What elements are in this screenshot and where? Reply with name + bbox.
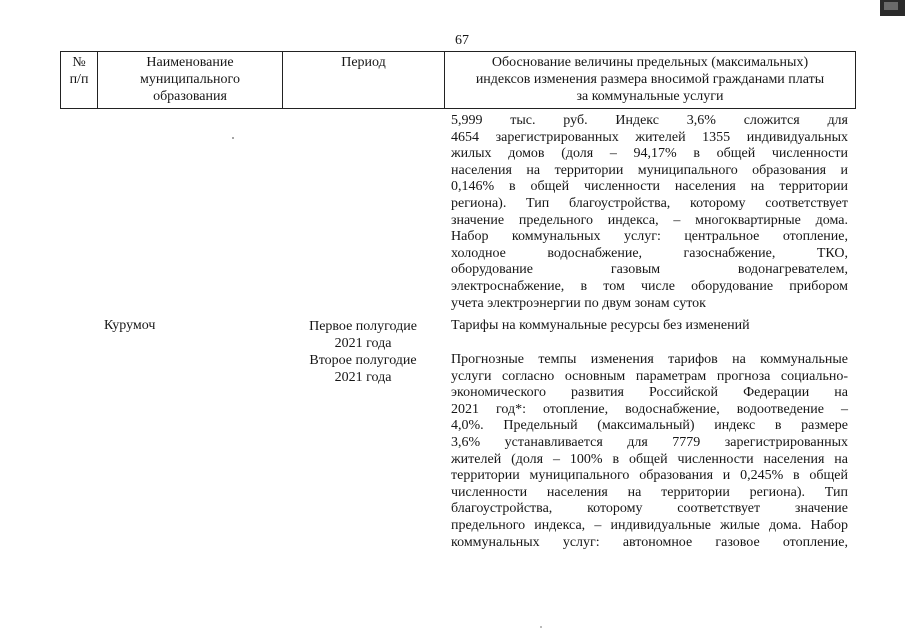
header-col-number <box>61 52 98 108</box>
text-line: значение предельного индекса, – многоквартирные дома. <box>451 212 848 228</box>
header-col-municipality-line: муниципального <box>140 72 240 87</box>
period-line: 2021 года <box>334 370 392 385</box>
text-line: 0,146% в общей численности населения на территории <box>451 179 848 195</box>
period-line: Первое полугодие <box>309 319 417 334</box>
table-header <box>60 51 856 109</box>
text-line: услуги согласно основным параметрам прогноза социально- <box>451 368 848 384</box>
text-line: холодное водоснабжение, газоснабжение, ТКО, <box>451 245 848 261</box>
scan-corner-mark <box>880 0 905 16</box>
basis-paragraph-previous <box>451 113 848 312</box>
text-line: электроснабжение, в том числе оборудование прибором <box>451 278 848 294</box>
header-col-municipality <box>98 52 283 108</box>
scan-speck <box>232 137 234 139</box>
text-line: 3,6% устанавливается для 7779 зарегистрированных <box>451 434 848 450</box>
text-line: жителей (доля – 100% в общей численности населения на <box>451 451 848 467</box>
scan-speck <box>540 626 542 628</box>
text-line: территории муниципального образования и 0,245% в общей <box>451 468 848 484</box>
header-col-period <box>283 52 445 108</box>
header-col-number-line: № <box>72 55 86 70</box>
basis-first-half: Тарифы на коммунальные ресурсы без изменений <box>451 318 750 333</box>
text-line: численности населения на территории региона). Тип <box>451 484 848 500</box>
header-col-basis-line: Обоснование величины предельных (максимальных) <box>491 55 809 70</box>
header-col-municipality-line: Наименование <box>146 55 234 70</box>
text-line: Прогнозные темпы изменения тарифов на коммунальные <box>451 352 848 367</box>
text-line: оборудование газовым водонагревателем, <box>451 262 848 278</box>
text-line: населения на территории муниципального образования и <box>451 162 848 178</box>
header-col-period-line: Период <box>341 55 386 70</box>
header-col-municipality-line: образования <box>153 89 227 104</box>
text-line: региона). Тип благоустройства, которому соответствует <box>451 195 848 211</box>
header-col-number-line: п/п <box>69 72 89 87</box>
basis-second-half <box>451 352 848 551</box>
text-line: учета электроэнергии по двум зонам суток <box>451 295 706 311</box>
text-line: экономического развития Российской Федерации на <box>451 385 848 401</box>
header-col-basis-line: индексов изменения размера вносимой гражданами платы <box>475 72 825 87</box>
municipality-name: Курумоч <box>104 318 156 333</box>
period-line: Второе полугодие <box>309 353 417 368</box>
page-number: 67 <box>455 33 469 48</box>
period-second-half <box>298 352 428 386</box>
text-line: коммунальных услуг: автономное газовое отопление, <box>451 534 848 550</box>
period-first-half <box>298 318 428 352</box>
text-line: предельного индекса, – индивидуальные жилые дома. Набор <box>451 517 848 533</box>
text-line: 4654 зарегистрированных жителей 1355 индивидуальных <box>451 129 848 145</box>
text-line: благоустройства, которому соответствует значение <box>451 501 848 517</box>
header-col-basis <box>445 52 855 108</box>
text-line: 5,999 тыс. руб. Индекс 3,6% сложится для <box>451 113 848 128</box>
text-line: 4,0%. Предельный (максимальный) индекс в размере <box>451 418 848 434</box>
header-col-basis-line: за коммунальные услуги <box>576 89 724 104</box>
text-line: 2021 год*: отопление, водоснабжение, водоотведение – <box>451 401 848 417</box>
period-line: 2021 года <box>334 336 392 351</box>
text-line: жилых домов (доля – 94,17% в общей численности <box>451 146 848 162</box>
text-line: Набор коммунальных услуг: центральное отопление, <box>451 229 848 245</box>
